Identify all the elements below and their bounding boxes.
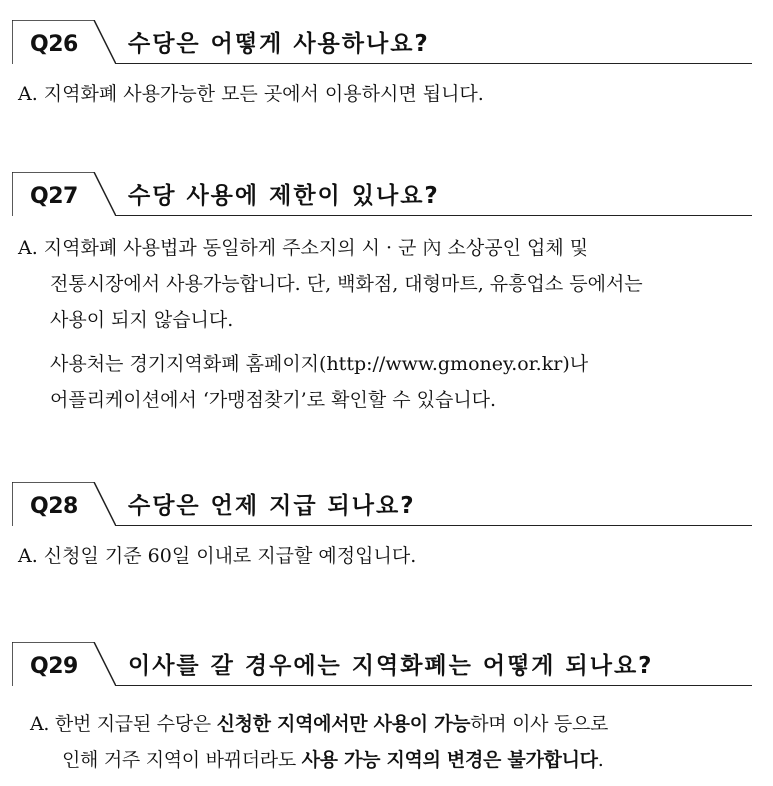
answer-line: 어플리케이션에서 ‘가맹점찾기’로 확인할 수 있습니다. [50, 389, 497, 411]
answer-emphasis: 신청한 지역에서만 사용이 가능 [216, 713, 471, 735]
question-number: Q27 [30, 184, 78, 209]
question-header-q26 [12, 20, 752, 64]
question-number: Q29 [30, 654, 78, 679]
question-number: Q26 [30, 32, 78, 57]
question-title: 수당 사용에 제한이 있나요? [128, 183, 440, 209]
question-title: 수당은 언제 지급 되나요? [128, 493, 416, 519]
answer-line: 전통시장에서 사용가능합니다. 단, 백화점, 대형마트, 유흥업소 등에서는 [50, 273, 643, 295]
answer-line: A. 지역화폐 사용법과 동일하게 주소지의 시 · 군 內 소상공인 업체 및 [18, 237, 589, 259]
header-rule [12, 63, 752, 65]
question-header-q29 [12, 642, 752, 686]
answer-q29 [30, 706, 608, 778]
answer-emphasis: 사용 가능 지역의 변경은 불가합니다 [301, 749, 598, 771]
answer-text: 인해 거주 지역이 바뀌더라도 [62, 749, 302, 771]
answer-q27 [18, 230, 643, 418]
question-header-q27 [12, 172, 752, 216]
answer-q26 [18, 76, 484, 112]
header-rule [12, 685, 752, 687]
answer-line: 사용처는 경기지역화폐 홈페이지(http://www.gmoney.or.kr)나 [50, 353, 589, 375]
header-rule [12, 525, 752, 527]
question-number: Q28 [30, 494, 78, 519]
answer-line: A. 지역화폐 사용가능한 모든 곳에서 이용하시면 됩니다. [18, 83, 484, 105]
question-title: 이사를 갈 경우에는 지역화폐는 어떻게 되나요? [128, 653, 654, 679]
question-header-q28 [12, 482, 752, 526]
answer-line: 사용이 되지 않습니다. [50, 309, 234, 331]
answer-text: 하며 이사 등으로 [470, 713, 609, 735]
header-rule [12, 215, 752, 217]
answer-text: . [597, 749, 604, 771]
answer-line [30, 742, 608, 778]
question-title: 수당은 어떻게 사용하나요? [128, 31, 430, 57]
answer-q28 [18, 538, 416, 574]
answer-line: A. 신청일 기준 60일 이내로 지급할 예정입니다. [18, 545, 417, 567]
answer-text: A. 한번 지급된 수당은 [30, 713, 217, 735]
answer-line [30, 706, 608, 742]
